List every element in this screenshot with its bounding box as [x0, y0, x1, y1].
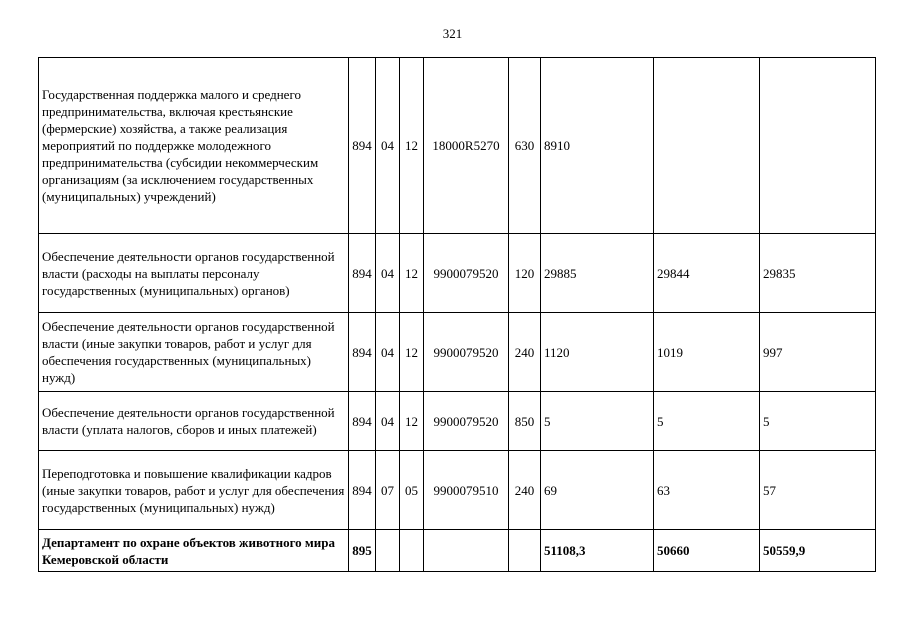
target-article-code — [424, 530, 509, 572]
amount-year-1: 5 — [541, 392, 654, 451]
row-name: Обеспечение деятельности органов государственной власти (расходы на выплаты персоналу государственных (муниципальных) органов) — [39, 234, 349, 313]
amount-year-3: 997 — [760, 313, 876, 392]
amount-year-1: 69 — [541, 451, 654, 530]
expense-type-code — [509, 530, 541, 572]
ministry-code: 894 — [349, 234, 376, 313]
ministry-code: 894 — [349, 392, 376, 451]
section-code: 04 — [376, 58, 400, 234]
expense-type-code: 630 — [509, 58, 541, 234]
row-name: Государственная поддержка малого и среднего предпринимательства, включая крестьянские (фермерские) хозяйства, а также реализация мероприятий по поддержке молодежного предпринимательства (субсидии некоммерческим организациям (за исключением государственных (муниципальных) учреждений) — [39, 58, 349, 234]
expense-type-code: 850 — [509, 392, 541, 451]
table-row — [39, 313, 876, 392]
subsection-code: 12 — [400, 234, 424, 313]
amount-year-2: 29844 — [654, 234, 760, 313]
subsection-code: 12 — [400, 58, 424, 234]
amount-year-3 — [760, 58, 876, 234]
expense-type-code: 120 — [509, 234, 541, 313]
amount-year-2 — [654, 58, 760, 234]
table-row — [39, 392, 876, 451]
section-code: 07 — [376, 451, 400, 530]
row-name: Переподготовка и повышение квалификации кадров (иные закупки товаров, работ и услуг для обеспечения государственных (муниципальных) нужд) — [39, 451, 349, 530]
table-row — [39, 530, 876, 572]
amount-year-3: 50559,9 — [760, 530, 876, 572]
amount-year-1: 1120 — [541, 313, 654, 392]
ministry-code: 894 — [349, 58, 376, 234]
amount-year-2: 5 — [654, 392, 760, 451]
section-code: 04 — [376, 313, 400, 392]
amount-year-3: 29835 — [760, 234, 876, 313]
section-code — [376, 530, 400, 572]
subsection-code: 05 — [400, 451, 424, 530]
amount-year-2: 1019 — [654, 313, 760, 392]
amount-year-2: 50660 — [654, 530, 760, 572]
expense-type-code: 240 — [509, 313, 541, 392]
table-row — [39, 58, 876, 234]
target-article-code: 9900079510 — [424, 451, 509, 530]
target-article-code: 9900079520 — [424, 234, 509, 313]
section-code: 04 — [376, 234, 400, 313]
amount-year-3: 57 — [760, 451, 876, 530]
table-row — [39, 451, 876, 530]
subsection-code: 12 — [400, 313, 424, 392]
section-code: 04 — [376, 392, 400, 451]
expense-type-code: 240 — [509, 451, 541, 530]
ministry-code: 894 — [349, 313, 376, 392]
subsection-code — [400, 530, 424, 572]
target-article-code: 9900079520 — [424, 392, 509, 451]
amount-year-1: 8910 — [541, 58, 654, 234]
amount-year-1: 51108,3 — [541, 530, 654, 572]
table-row — [39, 234, 876, 313]
row-name: Обеспечение деятельности органов государственной власти (иные закупки товаров, работ и услуг для обеспечения государственных (муниципальных) нужд) — [39, 313, 349, 392]
ministry-code: 894 — [349, 451, 376, 530]
target-article-code: 18000R5270 — [424, 58, 509, 234]
ministry-code: 895 — [349, 530, 376, 572]
amount-year-3: 5 — [760, 392, 876, 451]
amount-year-2: 63 — [654, 451, 760, 530]
subsection-code: 12 — [400, 392, 424, 451]
budget-table — [38, 57, 876, 572]
page-number: 321 — [442, 26, 463, 41]
target-article-code: 9900079520 — [424, 313, 509, 392]
amount-year-1: 29885 — [541, 234, 654, 313]
row-name: Обеспечение деятельности органов государственной власти (уплата налогов, сборов и иных платежей) — [39, 392, 349, 451]
row-name: Департамент по охране объектов животного мира Кемеровской области — [39, 530, 349, 572]
